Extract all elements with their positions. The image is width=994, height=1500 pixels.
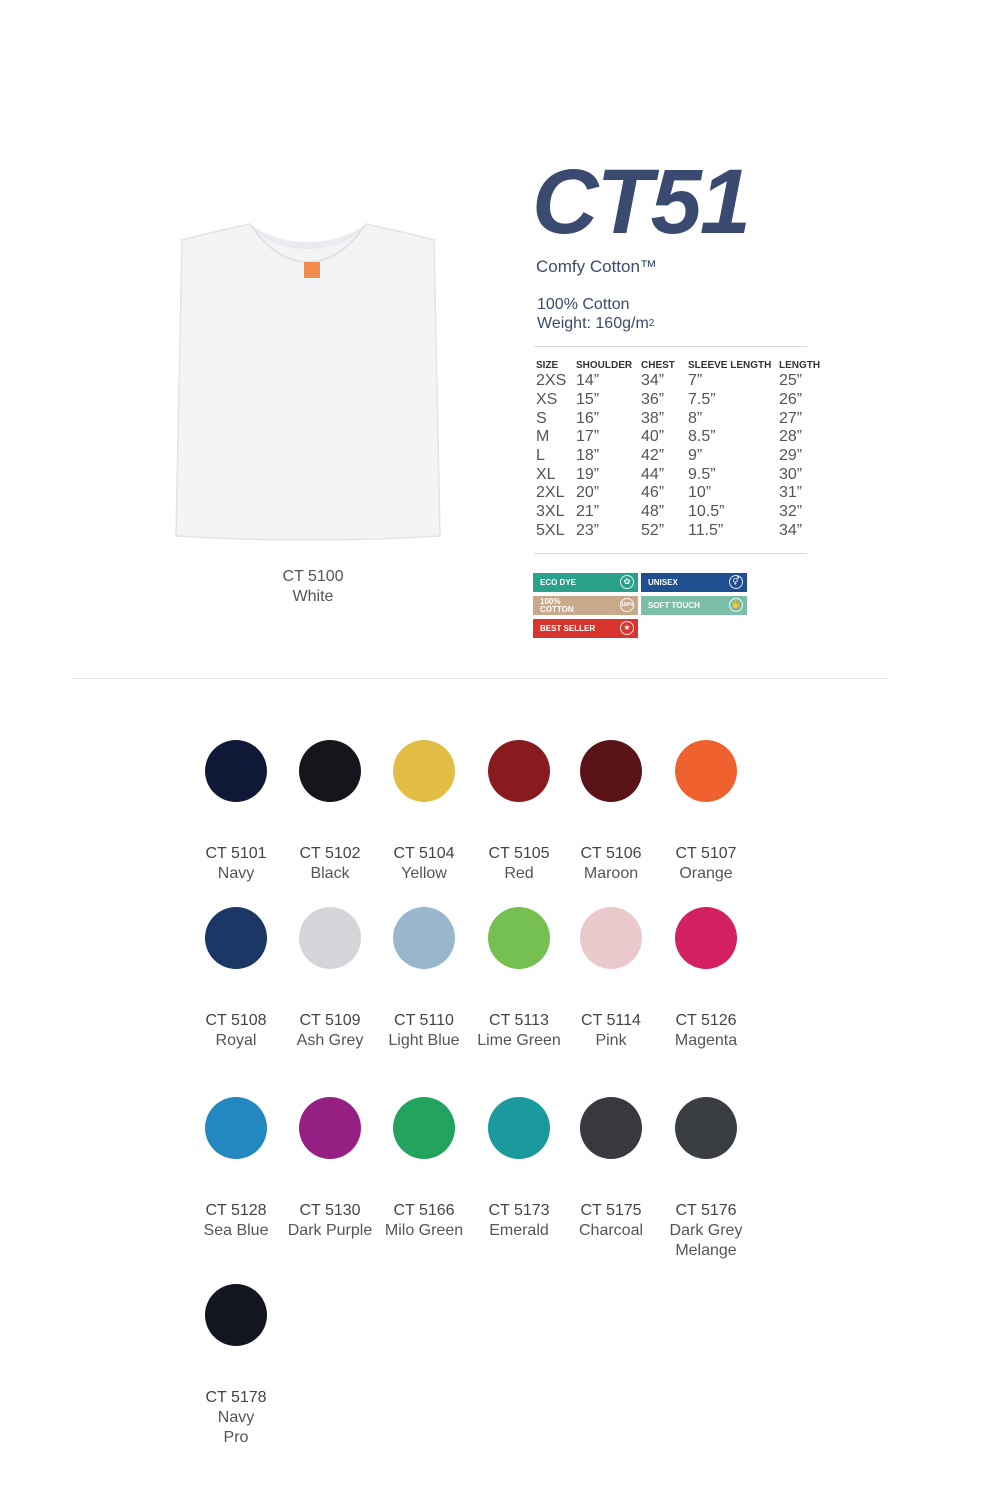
best-seller-label: BEST SELLER [540, 624, 596, 633]
size-cell-sleeve-length: 7.5” [688, 391, 716, 409]
size-cell-length: 34” [779, 521, 803, 539]
size-cell-length: 31” [779, 484, 803, 502]
color-code: CT 5108 [205, 1012, 267, 1029]
color-name: Lime Green [477, 1032, 561, 1049]
size-cell-chest: 52” [641, 521, 665, 539]
color-dot [488, 907, 550, 969]
size-cell-length: 32” [779, 503, 803, 521]
cotton-icon: 100% [620, 598, 634, 612]
color-swatch [556, 740, 666, 884]
color-dot [675, 1097, 737, 1159]
color-dot [393, 1097, 455, 1159]
size-cell-size: 2XS [536, 372, 567, 390]
size-cell-length: 28” [779, 428, 803, 446]
color-swatch [651, 907, 761, 1051]
color-name: Black [310, 865, 350, 882]
cotton-badge [533, 596, 638, 615]
cotton-label-line1: 100% [540, 597, 561, 606]
color-name: Navy Pro [217, 1409, 255, 1446]
size-cell-sleeve-length: 8.5” [688, 428, 716, 446]
color-name: Sea Blue [203, 1222, 269, 1239]
size-cell-size: L [536, 447, 545, 465]
color-code: CT 5104 [393, 845, 455, 862]
award-icon: ★ [620, 621, 634, 635]
divider [534, 553, 807, 554]
color-dot [488, 1097, 550, 1159]
color-swatch [651, 1097, 761, 1261]
size-cell-size: 2XL [536, 484, 565, 502]
color-code: CT 5107 [675, 845, 737, 862]
color-code: CT 5176 [675, 1202, 737, 1219]
size-row [536, 465, 833, 484]
color-swatch [369, 1097, 479, 1241]
size-cell-shoulder: 21” [576, 503, 600, 521]
soft-touch-label: SOFT TOUCH [648, 601, 700, 610]
main-item-color-name: White [292, 588, 334, 605]
size-cell-shoulder: 23” [576, 521, 600, 539]
divider [534, 346, 807, 347]
cotton-label-line2: COTTON [540, 605, 574, 614]
size-cell-shoulder: 16” [576, 409, 600, 427]
size-cell-sleeve-length: 8” [688, 409, 703, 427]
size-cell-length: 29” [779, 447, 803, 465]
size-cell-sleeve-length: 9.5” [688, 465, 716, 483]
color-dot [393, 907, 455, 969]
size-cell-chest: 40” [641, 428, 665, 446]
color-swatch [369, 740, 479, 884]
color-code: CT 5102 [299, 845, 361, 862]
color-name: Ash Grey [296, 1032, 364, 1049]
size-row [536, 503, 833, 522]
size-cell-chest: 42” [641, 447, 665, 465]
soft-touch-badge [641, 596, 747, 615]
color-dot [205, 740, 267, 802]
eco-dye-badge [533, 573, 638, 592]
size-cell-sleeve-length: 10” [688, 484, 712, 502]
color-name: Yellow [401, 865, 447, 882]
color-code: CT 5114 [581, 1012, 641, 1029]
color-dot [299, 1097, 361, 1159]
hand-icon: ✋ [729, 598, 743, 612]
color-name: Maroon [583, 865, 639, 882]
size-cell-length: 25” [779, 372, 803, 390]
color-name: Dark Grey Melange [669, 1222, 743, 1259]
header-shoulder: SHOULDER [576, 359, 633, 371]
size-cell-shoulder: 17” [576, 428, 600, 446]
color-dot [299, 740, 361, 802]
size-cell-shoulder: 19” [576, 465, 600, 483]
color-swatch [651, 740, 761, 884]
color-code: CT 5110 [394, 1012, 454, 1029]
size-cell-length: 26” [779, 391, 803, 409]
size-cell-length: 30” [779, 465, 803, 483]
size-cell-shoulder: 18” [576, 447, 600, 465]
material-info [537, 295, 654, 333]
main-item-code: CT 5100 [282, 568, 344, 585]
size-cell-sleeve-length: 11.5” [688, 521, 724, 539]
size-cell-shoulder: 20” [576, 484, 600, 502]
size-row [536, 391, 833, 410]
product-subtitle: Comfy Cotton™ [536, 257, 657, 276]
size-cell-sleeve-length: 7” [688, 372, 703, 390]
color-code: CT 5130 [299, 1202, 361, 1219]
tshirt-image [172, 218, 444, 546]
color-name: Orange [679, 865, 733, 882]
product-title: CT51 [532, 151, 749, 253]
color-swatch [181, 1284, 291, 1448]
color-name: Light Blue [388, 1032, 460, 1049]
size-table [536, 358, 833, 540]
size-cell-size: M [536, 428, 550, 446]
size-cell-size: S [536, 409, 547, 427]
color-dot [205, 907, 267, 969]
color-name: Navy [217, 865, 255, 882]
color-code: CT 5106 [580, 845, 642, 862]
unisex-label: UNISEX [648, 578, 678, 587]
color-dot [393, 740, 455, 802]
color-name: Royal [215, 1032, 257, 1049]
color-name: Charcoal [578, 1222, 644, 1239]
gender-icon: ⚥ [729, 575, 743, 589]
eco-dye-label: ECO DYE [540, 578, 577, 587]
color-dot [580, 740, 642, 802]
color-code: CT 5101 [205, 845, 267, 862]
main-item-caption [213, 567, 413, 607]
color-name: Pink [595, 1032, 627, 1049]
color-code: CT 5105 [488, 845, 550, 862]
header-sleeve-length: SLEEVE LENGTH [688, 359, 772, 371]
color-code: CT 5166 [393, 1202, 455, 1219]
size-cell-chest: 36” [641, 391, 665, 409]
color-dot [205, 1097, 267, 1159]
header-chest: CHEST [641, 359, 675, 371]
color-swatch [369, 907, 479, 1051]
header-size: SIZE [536, 359, 559, 371]
size-row [536, 484, 833, 503]
size-cell-length: 27” [779, 409, 803, 427]
weight-text: Weight: $160g/m^2$ [537, 315, 655, 332]
size-cell-shoulder: 14” [576, 372, 600, 390]
size-cell-chest: 48” [641, 503, 665, 521]
size-cell-chest: 44” [641, 465, 665, 483]
color-code: CT 5128 [205, 1202, 267, 1219]
color-code: CT 5175 [580, 1202, 642, 1219]
size-cell-sleeve-length: 10.5” [688, 503, 725, 521]
color-dot [488, 740, 550, 802]
size-cell-chest: 38” [641, 409, 665, 427]
size-cell-shoulder: 15” [576, 391, 600, 409]
leaf-icon: ✿ [620, 575, 634, 589]
section-divider [72, 678, 888, 679]
color-swatch [556, 907, 666, 1051]
size-cell-chest: 46” [641, 484, 665, 502]
header-length: LENGTH [779, 359, 821, 371]
size-row [536, 522, 833, 541]
size-table-header [536, 358, 833, 372]
color-swatch [556, 1097, 666, 1241]
color-name: Milo Green [384, 1222, 464, 1239]
color-dot [580, 907, 642, 969]
color-name: Emerald [489, 1222, 549, 1239]
color-dot [675, 907, 737, 969]
color-dot [299, 907, 361, 969]
size-row [536, 409, 833, 428]
material-text: 100% Cotton [537, 296, 630, 313]
color-code: CT 5109 [299, 1012, 361, 1029]
color-dot [205, 1284, 267, 1346]
size-cell-chest: 34” [641, 372, 665, 390]
best-seller-badge [533, 619, 638, 638]
color-code: CT 5173 [488, 1202, 550, 1219]
color-dot [580, 1097, 642, 1159]
color-code: CT 5126 [675, 1012, 737, 1029]
size-cell-size: XS [536, 391, 558, 409]
unisex-badge [641, 573, 747, 592]
color-name: Red [504, 865, 534, 882]
size-cell-size: 3XL [536, 503, 565, 521]
size-row [536, 428, 833, 447]
color-dot [675, 740, 737, 802]
size-row [536, 372, 833, 391]
color-code: CT 5178 [205, 1389, 267, 1406]
color-code: CT 5113 [489, 1012, 549, 1029]
size-cell-sleeve-length: 9” [688, 447, 703, 465]
color-name: Magenta [674, 1032, 738, 1049]
size-cell-size: XL [536, 465, 556, 483]
size-row [536, 447, 833, 466]
size-cell-size: 5XL [536, 521, 565, 539]
color-name: Dark Purple [287, 1222, 373, 1239]
